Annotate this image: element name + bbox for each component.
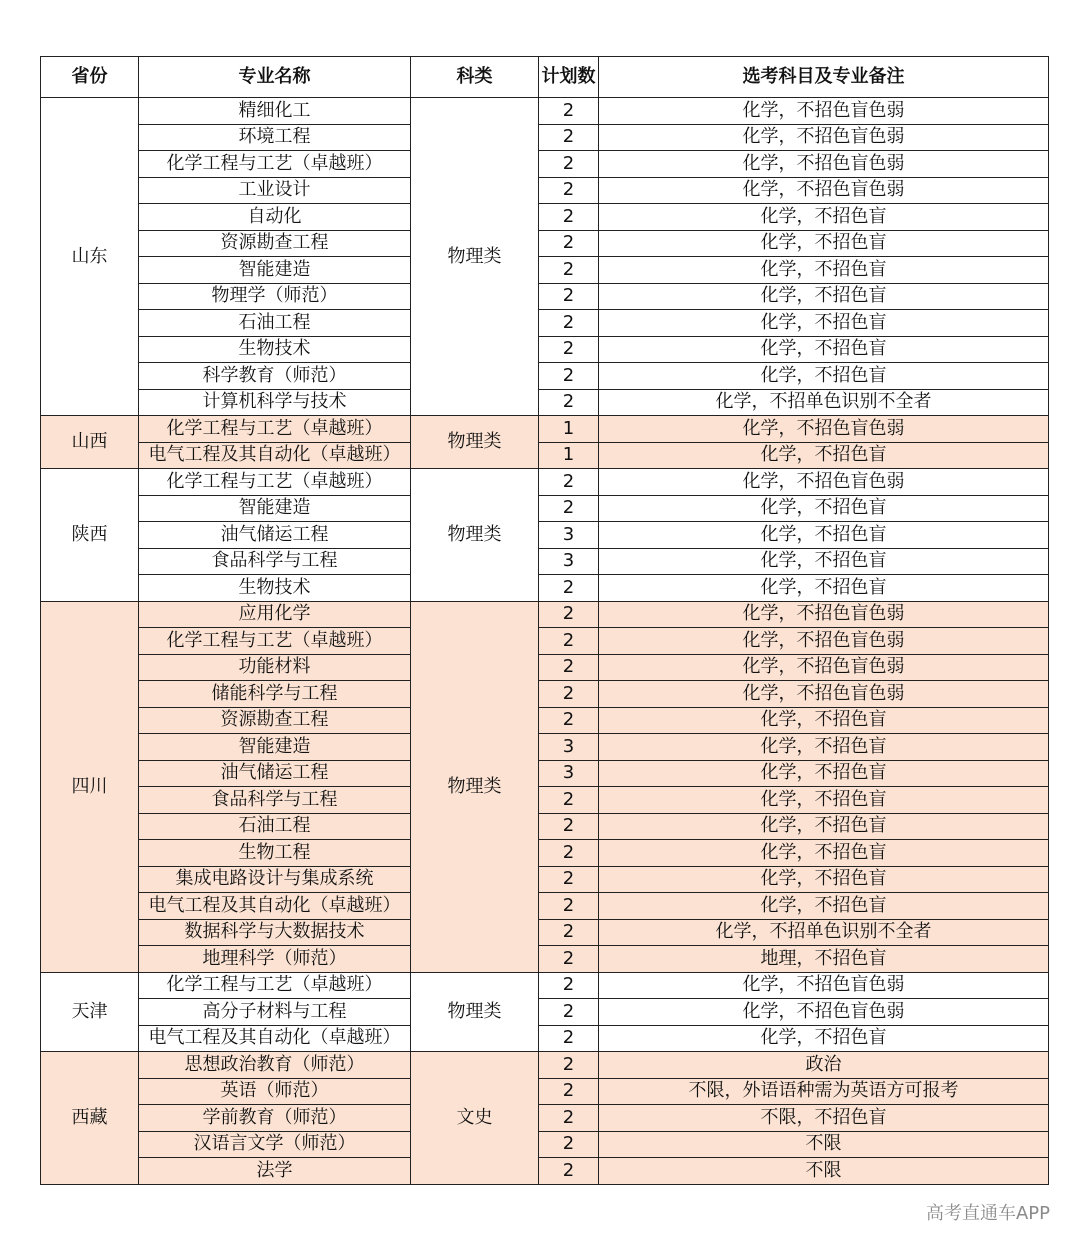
table-row <box>41 1158 1049 1185</box>
table-row <box>41 1131 1049 1158</box>
remark-cell: 化学，不招色盲 <box>599 734 1049 761</box>
major-cell: 计算机科学与技术 <box>139 389 411 416</box>
major-cell: 食品科学与工程 <box>139 787 411 814</box>
province-cell: 天津 <box>41 972 139 1052</box>
remark-cell: 政治 <box>599 1052 1049 1079</box>
plan-count-cell: 2 <box>539 707 599 734</box>
major-cell: 油气储运工程 <box>139 522 411 549</box>
table-body <box>41 98 1049 1185</box>
plan-count-cell: 2 <box>539 151 599 178</box>
remark-cell: 化学，不招色盲 <box>599 866 1049 893</box>
table-row <box>41 813 1049 840</box>
major-cell: 自动化 <box>139 204 411 231</box>
table-row <box>41 919 1049 946</box>
plan-count-cell: 1 <box>539 442 599 469</box>
major-cell: 电气工程及其自动化（卓越班） <box>139 442 411 469</box>
remark-cell: 化学，不招色盲 <box>599 787 1049 814</box>
header-category: 科类 <box>411 57 539 98</box>
plan-count-cell: 2 <box>539 575 599 602</box>
remark-cell: 化学，不招色盲 <box>599 204 1049 231</box>
major-cell: 资源勘查工程 <box>139 707 411 734</box>
table-row <box>41 681 1049 708</box>
plan-count-cell: 1 <box>539 416 599 443</box>
plan-count-cell: 3 <box>539 734 599 761</box>
remark-cell: 化学，不招色盲 <box>599 442 1049 469</box>
province-cell: 山东 <box>41 98 139 416</box>
table-row <box>41 1105 1049 1132</box>
watermark-text: 高考直通车APP <box>925 1203 1050 1224</box>
table-row <box>41 734 1049 761</box>
table-row <box>41 840 1049 867</box>
admission-plan-table <box>40 56 1049 1185</box>
table-row <box>41 575 1049 602</box>
major-cell: 生物技术 <box>139 575 411 602</box>
major-cell: 化学工程与工艺（卓越班） <box>139 416 411 443</box>
major-cell: 智能建造 <box>139 257 411 284</box>
table-row <box>41 972 1049 999</box>
remark-cell: 化学，不招色盲 <box>599 893 1049 920</box>
major-cell: 石油工程 <box>139 813 411 840</box>
table-row <box>41 124 1049 151</box>
plan-count-cell: 2 <box>539 654 599 681</box>
plan-count-cell: 2 <box>539 813 599 840</box>
plan-count-cell: 2 <box>539 363 599 390</box>
remark-cell: 化学，不招色盲 <box>599 310 1049 337</box>
major-cell: 思想政治教育（师范） <box>139 1052 411 1079</box>
remark-cell: 化学，不招色盲色弱 <box>599 124 1049 151</box>
table-row <box>41 177 1049 204</box>
remark-cell: 化学，不招色盲色弱 <box>599 681 1049 708</box>
remark-cell: 化学，不招色盲色弱 <box>599 151 1049 178</box>
category-cell: 物理类 <box>411 416 539 469</box>
major-cell: 智能建造 <box>139 495 411 522</box>
table-row <box>41 787 1049 814</box>
remark-cell: 化学，不招色盲 <box>599 548 1049 575</box>
table-row <box>41 416 1049 443</box>
remark-cell: 化学，不招色盲色弱 <box>599 177 1049 204</box>
table-row <box>41 707 1049 734</box>
major-cell: 工业设计 <box>139 177 411 204</box>
plan-count-cell: 3 <box>539 522 599 549</box>
plan-count-cell: 2 <box>539 257 599 284</box>
remark-cell: 不限，不招色盲 <box>599 1105 1049 1132</box>
header-province: 省份 <box>41 57 139 98</box>
plan-count-cell: 2 <box>539 1052 599 1079</box>
major-cell: 食品科学与工程 <box>139 548 411 575</box>
table-row <box>41 98 1049 125</box>
major-cell: 化学工程与工艺（卓越班） <box>139 151 411 178</box>
major-cell: 电气工程及其自动化（卓越班） <box>139 893 411 920</box>
major-cell: 化学工程与工艺（卓越班） <box>139 628 411 655</box>
remark-cell: 不限，外语语种需为英语方可报考 <box>599 1078 1049 1105</box>
header-plan: 计划数 <box>539 57 599 98</box>
table-row <box>41 654 1049 681</box>
remark-cell: 化学，不招色盲色弱 <box>599 469 1049 496</box>
table-row <box>41 283 1049 310</box>
table-row <box>41 548 1049 575</box>
plan-count-cell: 2 <box>539 919 599 946</box>
table-row <box>41 336 1049 363</box>
plan-count-cell: 2 <box>539 893 599 920</box>
remark-cell: 化学，不招色盲 <box>599 336 1049 363</box>
major-cell: 生物工程 <box>139 840 411 867</box>
table-row <box>41 893 1049 920</box>
plan-count-cell: 3 <box>539 548 599 575</box>
remark-cell: 化学，不招色盲 <box>599 707 1049 734</box>
remark-cell: 化学，不招色盲 <box>599 495 1049 522</box>
table-row <box>41 760 1049 787</box>
plan-count-cell: 2 <box>539 787 599 814</box>
plan-count-cell: 2 <box>539 628 599 655</box>
plan-count-cell: 2 <box>539 1131 599 1158</box>
remark-cell: 化学，不招单色识别不全者 <box>599 919 1049 946</box>
major-cell: 应用化学 <box>139 601 411 628</box>
remark-cell: 化学，不招色盲色弱 <box>599 628 1049 655</box>
major-cell: 汉语言文学（师范） <box>139 1131 411 1158</box>
table-row <box>41 442 1049 469</box>
plan-count-cell: 2 <box>539 1078 599 1105</box>
major-cell: 高分子材料与工程 <box>139 999 411 1026</box>
table-row <box>41 389 1049 416</box>
plan-count-cell: 2 <box>539 230 599 257</box>
major-cell: 油气储运工程 <box>139 760 411 787</box>
header-remark: 选考科目及专业备注 <box>599 57 1049 98</box>
plan-count-cell: 2 <box>539 177 599 204</box>
category-cell: 物理类 <box>411 601 539 972</box>
plan-count-cell: 2 <box>539 840 599 867</box>
table-row <box>41 257 1049 284</box>
table-row <box>41 522 1049 549</box>
plan-count-cell: 2 <box>539 336 599 363</box>
major-cell: 数据科学与大数据技术 <box>139 919 411 946</box>
province-cell: 四川 <box>41 601 139 972</box>
remark-cell: 化学，不招色盲色弱 <box>599 972 1049 999</box>
plan-count-cell: 2 <box>539 972 599 999</box>
plan-count-cell: 2 <box>539 866 599 893</box>
plan-count-cell: 2 <box>539 946 599 973</box>
table-row <box>41 999 1049 1026</box>
remark-cell: 化学，不招色盲色弱 <box>599 416 1049 443</box>
major-cell: 集成电路设计与集成系统 <box>139 866 411 893</box>
plan-count-cell: 2 <box>539 98 599 125</box>
remark-cell: 化学，不招单色识别不全者 <box>599 389 1049 416</box>
province-cell: 山西 <box>41 416 139 469</box>
major-cell: 化学工程与工艺（卓越班） <box>139 469 411 496</box>
plan-count-cell: 2 <box>539 1025 599 1052</box>
remark-cell: 化学，不招色盲 <box>599 575 1049 602</box>
major-cell: 资源勘查工程 <box>139 230 411 257</box>
remark-cell: 化学，不招色盲 <box>599 760 1049 787</box>
remark-cell: 化学，不招色盲 <box>599 257 1049 284</box>
category-cell: 物理类 <box>411 469 539 602</box>
major-cell: 英语（师范） <box>139 1078 411 1105</box>
table-row <box>41 151 1049 178</box>
table-row <box>41 495 1049 522</box>
table-row <box>41 1052 1049 1079</box>
plan-count-cell: 2 <box>539 469 599 496</box>
plan-count-cell: 2 <box>539 1105 599 1132</box>
major-cell: 石油工程 <box>139 310 411 337</box>
plan-count-cell: 2 <box>539 204 599 231</box>
remark-cell: 化学，不招色盲色弱 <box>599 999 1049 1026</box>
remark-cell: 化学，不招色盲色弱 <box>599 601 1049 628</box>
table-row <box>41 866 1049 893</box>
table-row <box>41 1078 1049 1105</box>
plan-count-cell: 2 <box>539 124 599 151</box>
table-row <box>41 1025 1049 1052</box>
table-row <box>41 601 1049 628</box>
table-row <box>41 946 1049 973</box>
plan-count-cell: 2 <box>539 999 599 1026</box>
remark-cell: 化学，不招色盲 <box>599 813 1049 840</box>
remark-cell: 不限 <box>599 1158 1049 1185</box>
major-cell: 生物技术 <box>139 336 411 363</box>
plan-count-cell: 2 <box>539 389 599 416</box>
remark-cell: 化学，不招色盲 <box>599 363 1049 390</box>
plan-count-cell: 2 <box>539 1158 599 1185</box>
major-cell: 智能建造 <box>139 734 411 761</box>
major-cell: 环境工程 <box>139 124 411 151</box>
table-row <box>41 310 1049 337</box>
major-cell: 科学教育（师范） <box>139 363 411 390</box>
remark-cell: 化学，不招色盲色弱 <box>599 98 1049 125</box>
header-row <box>41 57 1049 98</box>
table-row <box>41 628 1049 655</box>
remark-cell: 化学，不招色盲 <box>599 1025 1049 1052</box>
category-cell: 物理类 <box>411 972 539 1052</box>
header-major: 专业名称 <box>139 57 411 98</box>
plan-count-cell: 2 <box>539 495 599 522</box>
major-cell: 功能材料 <box>139 654 411 681</box>
remark-cell: 不限 <box>599 1131 1049 1158</box>
plan-count-cell: 3 <box>539 760 599 787</box>
major-cell: 储能科学与工程 <box>139 681 411 708</box>
remark-cell: 化学，不招色盲 <box>599 522 1049 549</box>
table-row <box>41 363 1049 390</box>
major-cell: 法学 <box>139 1158 411 1185</box>
plan-count-cell: 2 <box>539 681 599 708</box>
plan-count-cell: 2 <box>539 310 599 337</box>
remark-cell: 化学，不招色盲 <box>599 840 1049 867</box>
table-header <box>41 57 1049 98</box>
category-cell: 物理类 <box>411 98 539 416</box>
major-cell: 精细化工 <box>139 98 411 125</box>
table-row <box>41 230 1049 257</box>
major-cell: 电气工程及其自动化（卓越班） <box>139 1025 411 1052</box>
plan-count-cell: 2 <box>539 601 599 628</box>
plan-count-cell: 2 <box>539 283 599 310</box>
major-cell: 物理学（师范） <box>139 283 411 310</box>
remark-cell: 化学，不招色盲 <box>599 283 1049 310</box>
remark-cell: 化学，不招色盲色弱 <box>599 654 1049 681</box>
major-cell: 化学工程与工艺（卓越班） <box>139 972 411 999</box>
table-row <box>41 469 1049 496</box>
major-cell: 学前教育（师范） <box>139 1105 411 1132</box>
province-cell: 陕西 <box>41 469 139 602</box>
table-row <box>41 204 1049 231</box>
category-cell: 文史 <box>411 1052 539 1185</box>
province-cell: 西藏 <box>41 1052 139 1185</box>
remark-cell: 地理，不招色盲 <box>599 946 1049 973</box>
major-cell: 地理科学（师范） <box>139 946 411 973</box>
remark-cell: 化学，不招色盲 <box>599 230 1049 257</box>
